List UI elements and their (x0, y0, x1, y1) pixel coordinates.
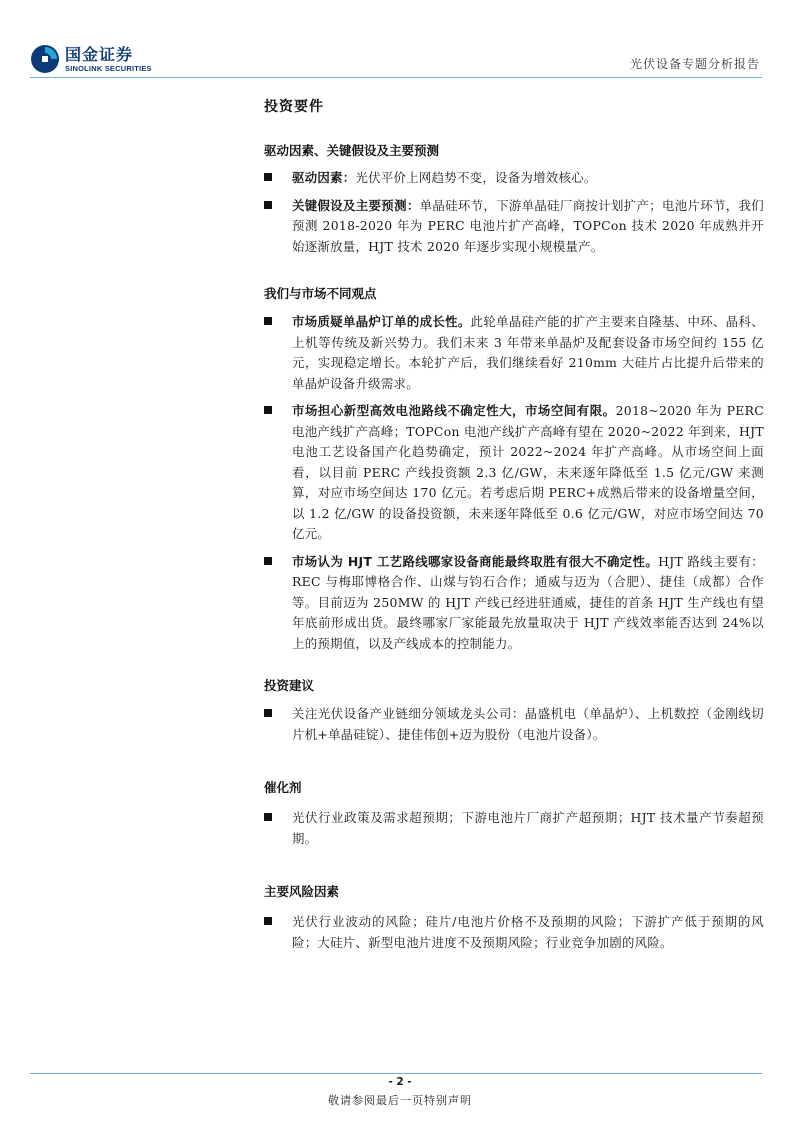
footer-disclaimer: 敬请参阅最后一页特别声明 (328, 1094, 472, 1107)
section-heading-risks: 主要风险因素 (264, 884, 340, 899)
section-heading-recommendation: 投资建议 (264, 678, 315, 693)
list-item: 关键假设及主要预测：单晶硅环节，下游单晶硅厂商按计划扩产；电池片环节，我们预测 2018-2020 年为 PERC 电池片扩产高峰，TOPCon 技术 2020 年成熟并开始逐渐放量，HJT 技术 2020 年逐步实现小规模量产。 (264, 196, 764, 258)
logo-english-name: SINOLINK SECURITIES (65, 63, 152, 73)
header-divider (30, 77, 762, 78)
list-item: 关注光伏设备产业链细分领域龙头公司：晶盛机电（单晶炉）、上机数控（金刚线切片机+单晶硅锭）、捷佳伟创+迈为股份（电池片设备）。 (264, 704, 764, 745)
footer-divider (30, 1073, 762, 1074)
section-heading-views: 我们与市场不同观点 (264, 286, 377, 301)
drivers-list (264, 168, 764, 257)
report-type: 光伏设备专题分析报告 (629, 57, 760, 71)
main-content (264, 96, 764, 953)
section-heading-catalysts: 催化剂 (264, 780, 302, 795)
views-list (264, 312, 764, 654)
risks-list (264, 912, 764, 953)
page-title: 投资要件 (264, 99, 324, 115)
logo-chinese-name: 国金证券 (65, 44, 134, 64)
list-item: 光伏行业政策及需求超预期；下游电池片厂商扩产超预期；HJT 技术量产节奏超预期。 (264, 808, 764, 849)
company-logo (30, 44, 152, 74)
list-item: 市场担心新型高效电池路线不确定性大，市场空间有限。2018~2020 年为 PERC 电池产线扩产高峰；TOPCon 电池产线扩产高峰有望在 2020~2022 年到来，HJT 电池工艺设备国产化趋势确定，预计 2022~2024 年扩产高峰。从市场空间上面看，以目前 PERC 产线投资额 2.3 亿/GW，未来逐年降低至 1.5 亿元/GW 来测算，对应市场空间达 170 亿元。若考虑后期 PERC+成熟后带来的设备增量空间，以 1.2 亿/GW 的设备投资额，未来逐年降低至 0.6 亿元/GW，对应市场空间达 70 亿元。 (264, 401, 764, 545)
recommendation-list (264, 704, 764, 745)
list-item: 光伏行业波动的风险；硅片/电池片价格不及预期的风险；下游扩产低于预期的风险；大硅片、新型电池片进度不及预期风险；行业竞争加剧的风险。 (264, 912, 764, 953)
page-header (0, 0, 800, 80)
section-heading-drivers: 驱动因素、关键假设及主要预测 (264, 143, 440, 158)
sinolink-logo-icon (30, 44, 60, 74)
list-item: 市场质疑单晶炉订单的成长性。此轮单晶硅产能的扩产主要来自隆基、中环、晶科、上机等传统及新兴势力。我们未来 3 年带来单晶炉及配套设备市场空间约 155 亿元，实现稳定增长。本轮扩产后，我们继续看好 210mm 大硅片占比提升后带来的单晶炉设备升级需求。 (264, 312, 764, 394)
list-item: 驱动因素：光伏平价上网趋势不变，设备为增效核心。 (264, 168, 764, 189)
catalysts-list (264, 808, 764, 849)
list-item: 市场认为 HJT 工艺路线哪家设备商能最终取胜有很大不确定性。HJT 路线主要有：REC 与梅耶博格合作、山煤与钧石合作；通威与迈为（合肥）、捷佳（成都）合作等。目前迈为 250MW 的 HJT 产线已经进驻通威，捷佳的首条 HJT 生产线也有望年底前形成出货。最终哪家厂家能最先放量取决于 HJT 产线效率能否达到 24%以上的预期值，以及产线成本的控制能力。 (264, 552, 764, 655)
page-number: - 2 - (388, 1076, 412, 1088)
